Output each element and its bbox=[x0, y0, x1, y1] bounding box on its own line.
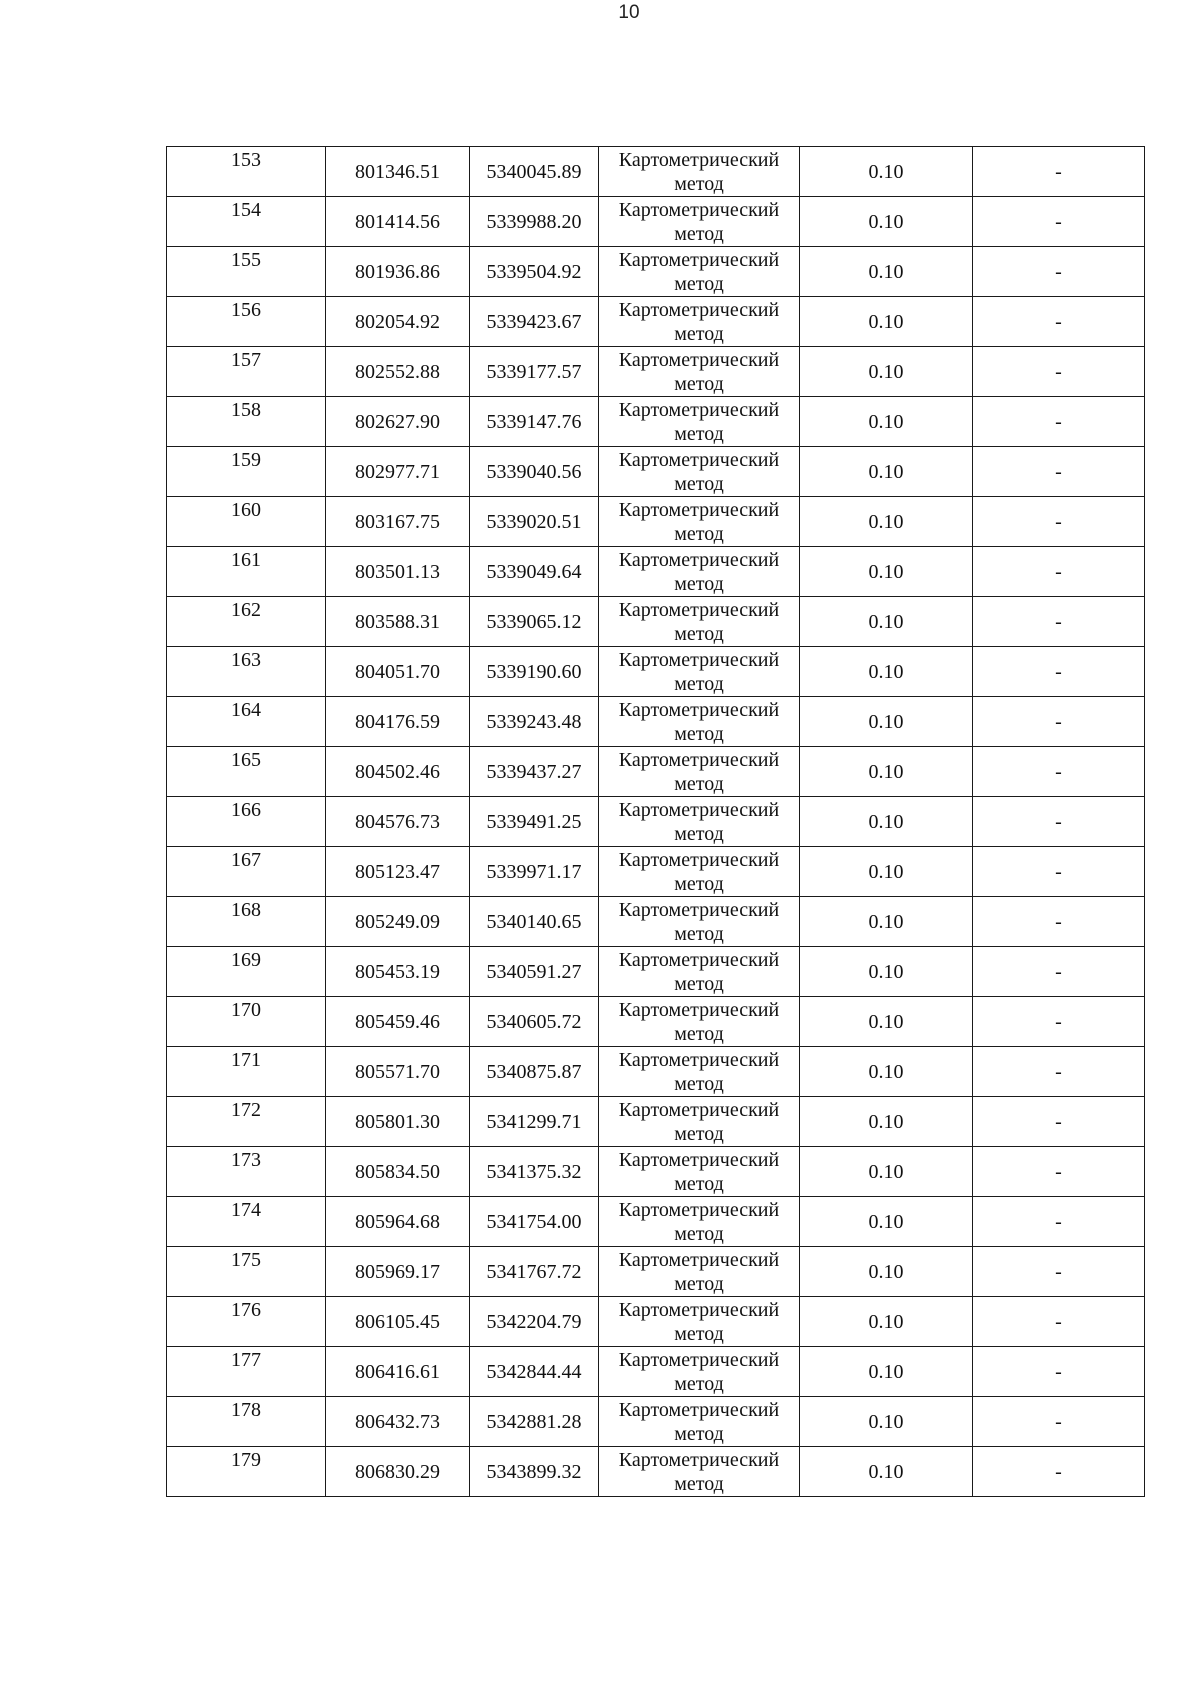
table-row bbox=[167, 497, 1145, 547]
note-cell: - bbox=[973, 247, 1145, 297]
method-line-2: метод bbox=[674, 1423, 724, 1445]
method-cell bbox=[599, 1247, 800, 1297]
table-row bbox=[167, 1297, 1145, 1347]
y-coordinate-cell: 5339988.20 bbox=[470, 197, 599, 247]
point-number-cell: 173 bbox=[167, 1147, 326, 1197]
method-line-1: Картометрический bbox=[618, 649, 780, 671]
point-number-cell: 161 bbox=[167, 547, 326, 597]
x-coordinate-cell: 802627.90 bbox=[326, 397, 470, 447]
x-coordinate-cell: 805964.68 bbox=[326, 1197, 470, 1247]
note-cell: - bbox=[973, 397, 1145, 447]
note-cell: - bbox=[973, 1197, 1145, 1247]
x-coordinate-cell: 803588.31 bbox=[326, 597, 470, 647]
point-number-cell: 160 bbox=[167, 497, 326, 547]
method-cell bbox=[599, 597, 800, 647]
method-line-1: Картометрический bbox=[618, 599, 780, 621]
note-cell: - bbox=[973, 897, 1145, 947]
method-line-2: метод bbox=[674, 1073, 724, 1095]
method-cell bbox=[599, 1347, 800, 1397]
method-line-1: Картометрический bbox=[618, 749, 780, 771]
note-cell: - bbox=[973, 847, 1145, 897]
accuracy-cell: 0.10 bbox=[800, 1197, 973, 1247]
x-coordinate-cell: 804576.73 bbox=[326, 797, 470, 847]
method-line-1: Картометрический bbox=[618, 999, 780, 1021]
method-line-1: Картометрический bbox=[618, 699, 780, 721]
method-line-2: метод bbox=[674, 1123, 724, 1145]
note-cell: - bbox=[973, 747, 1145, 797]
method-line-1: Картометрический bbox=[618, 1349, 780, 1371]
note-cell: - bbox=[973, 447, 1145, 497]
note-cell: - bbox=[973, 1247, 1145, 1297]
x-coordinate-cell: 801936.86 bbox=[326, 247, 470, 297]
method-cell bbox=[599, 547, 800, 597]
point-number-cell: 176 bbox=[167, 1297, 326, 1347]
point-number-cell: 170 bbox=[167, 997, 326, 1047]
note-cell: - bbox=[973, 947, 1145, 997]
method-line-2: метод bbox=[674, 1023, 724, 1045]
point-number-cell: 168 bbox=[167, 897, 326, 947]
accuracy-cell: 0.10 bbox=[800, 397, 973, 447]
method-line-2: метод bbox=[674, 1373, 724, 1395]
x-coordinate-cell: 805571.70 bbox=[326, 1047, 470, 1097]
point-number-cell: 159 bbox=[167, 447, 326, 497]
x-coordinate-cell: 805969.17 bbox=[326, 1247, 470, 1297]
table-row bbox=[167, 1447, 1145, 1497]
table-body bbox=[167, 147, 1145, 1497]
note-cell: - bbox=[973, 297, 1145, 347]
y-coordinate-cell: 5343899.32 bbox=[470, 1447, 599, 1497]
table-row bbox=[167, 697, 1145, 747]
method-line-2: метод bbox=[674, 1473, 724, 1495]
y-coordinate-cell: 5342844.44 bbox=[470, 1347, 599, 1397]
method-line-2: метод bbox=[674, 973, 724, 995]
method-cell bbox=[599, 197, 800, 247]
note-cell: - bbox=[973, 547, 1145, 597]
accuracy-cell: 0.10 bbox=[800, 597, 973, 647]
accuracy-cell: 0.10 bbox=[800, 1147, 973, 1197]
method-line-2: метод bbox=[674, 373, 724, 395]
x-coordinate-cell: 804051.70 bbox=[326, 647, 470, 697]
x-coordinate-cell: 802054.92 bbox=[326, 297, 470, 347]
y-coordinate-cell: 5340140.65 bbox=[470, 897, 599, 947]
y-coordinate-cell: 5340605.72 bbox=[470, 997, 599, 1047]
method-line-2: метод bbox=[674, 723, 724, 745]
method-line-2: метод bbox=[674, 473, 724, 495]
note-cell: - bbox=[973, 647, 1145, 697]
table-row bbox=[167, 997, 1145, 1047]
x-coordinate-cell: 805123.47 bbox=[326, 847, 470, 897]
point-number-cell: 164 bbox=[167, 697, 326, 747]
method-line-1: Картометрический bbox=[618, 299, 780, 321]
method-line-2: метод bbox=[674, 623, 724, 645]
point-number-cell: 162 bbox=[167, 597, 326, 647]
note-cell: - bbox=[973, 797, 1145, 847]
y-coordinate-cell: 5339040.56 bbox=[470, 447, 599, 497]
table-row bbox=[167, 397, 1145, 447]
x-coordinate-cell: 806416.61 bbox=[326, 1347, 470, 1397]
method-cell bbox=[599, 147, 800, 197]
table-row bbox=[167, 1097, 1145, 1147]
y-coordinate-cell: 5339190.60 bbox=[470, 647, 599, 697]
point-number-cell: 171 bbox=[167, 1047, 326, 1097]
table-row bbox=[167, 447, 1145, 497]
point-number-cell: 157 bbox=[167, 347, 326, 397]
method-cell bbox=[599, 347, 800, 397]
y-coordinate-cell: 5339020.51 bbox=[470, 497, 599, 547]
method-cell bbox=[599, 1147, 800, 1197]
method-cell bbox=[599, 1197, 800, 1247]
method-cell bbox=[599, 1047, 800, 1097]
accuracy-cell: 0.10 bbox=[800, 1297, 973, 1347]
method-line-2: метод bbox=[674, 1223, 724, 1245]
y-coordinate-cell: 5339504.92 bbox=[470, 247, 599, 297]
y-coordinate-cell: 5341767.72 bbox=[470, 1247, 599, 1297]
method-line-1: Картометрический bbox=[618, 199, 780, 221]
table-row bbox=[167, 797, 1145, 847]
note-cell: - bbox=[973, 1097, 1145, 1147]
method-cell bbox=[599, 997, 800, 1047]
y-coordinate-cell: 5339147.76 bbox=[470, 397, 599, 447]
method-cell bbox=[599, 1447, 800, 1497]
note-cell: - bbox=[973, 597, 1145, 647]
method-cell bbox=[599, 447, 800, 497]
table-row bbox=[167, 647, 1145, 697]
method-line-1: Картометрический bbox=[618, 799, 780, 821]
table-row bbox=[167, 1147, 1145, 1197]
y-coordinate-cell: 5341754.00 bbox=[470, 1197, 599, 1247]
x-coordinate-cell: 805453.19 bbox=[326, 947, 470, 997]
table-row bbox=[167, 197, 1145, 247]
note-cell: - bbox=[973, 497, 1145, 547]
accuracy-cell: 0.10 bbox=[800, 947, 973, 997]
method-cell bbox=[599, 397, 800, 447]
y-coordinate-cell: 5340045.89 bbox=[470, 147, 599, 197]
x-coordinate-cell: 803167.75 bbox=[326, 497, 470, 547]
accuracy-cell: 0.10 bbox=[800, 347, 973, 397]
method-line-2: метод bbox=[674, 873, 724, 895]
y-coordinate-cell: 5339423.67 bbox=[470, 297, 599, 347]
note-cell: - bbox=[973, 697, 1145, 747]
method-line-1: Картометрический bbox=[618, 949, 780, 971]
accuracy-cell: 0.10 bbox=[800, 747, 973, 797]
method-cell bbox=[599, 647, 800, 697]
y-coordinate-cell: 5340591.27 bbox=[470, 947, 599, 997]
table-row bbox=[167, 1047, 1145, 1097]
note-cell: - bbox=[973, 1147, 1145, 1197]
method-line-1: Картометрический bbox=[618, 1049, 780, 1071]
point-number-cell: 153 bbox=[167, 147, 326, 197]
y-coordinate-cell: 5339177.57 bbox=[470, 347, 599, 397]
accuracy-cell: 0.10 bbox=[800, 497, 973, 547]
method-line-2: метод bbox=[674, 1273, 724, 1295]
method-line-1: Картометрический bbox=[618, 1149, 780, 1171]
method-line-2: метод bbox=[674, 423, 724, 445]
accuracy-cell: 0.10 bbox=[800, 1347, 973, 1397]
point-number-cell: 156 bbox=[167, 297, 326, 347]
accuracy-cell: 0.10 bbox=[800, 897, 973, 947]
method-line-2: метод bbox=[674, 1173, 724, 1195]
method-cell bbox=[599, 1097, 800, 1147]
accuracy-cell: 0.10 bbox=[800, 197, 973, 247]
accuracy-cell: 0.10 bbox=[800, 1447, 973, 1497]
method-cell bbox=[599, 247, 800, 297]
table-row bbox=[167, 1247, 1145, 1297]
method-line-1: Картометрический bbox=[618, 499, 780, 521]
method-line-2: метод bbox=[674, 223, 724, 245]
method-cell bbox=[599, 797, 800, 847]
y-coordinate-cell: 5341299.71 bbox=[470, 1097, 599, 1147]
accuracy-cell: 0.10 bbox=[800, 547, 973, 597]
coordinates-table bbox=[166, 146, 1145, 1497]
table-row bbox=[167, 247, 1145, 297]
method-line-2: метод bbox=[674, 173, 724, 195]
point-number-cell: 172 bbox=[167, 1097, 326, 1147]
y-coordinate-cell: 5339437.27 bbox=[470, 747, 599, 797]
method-line-1: Картометрический bbox=[618, 1449, 780, 1471]
table-row bbox=[167, 1397, 1145, 1447]
accuracy-cell: 0.10 bbox=[800, 997, 973, 1047]
table-row bbox=[167, 947, 1145, 997]
method-line-1: Картометрический bbox=[618, 1099, 780, 1121]
method-cell bbox=[599, 297, 800, 347]
method-line-1: Картометрический bbox=[618, 1249, 780, 1271]
accuracy-cell: 0.10 bbox=[800, 797, 973, 847]
accuracy-cell: 0.10 bbox=[800, 1247, 973, 1297]
note-cell: - bbox=[973, 147, 1145, 197]
method-line-1: Картометрический bbox=[618, 549, 780, 571]
method-line-1: Картометрический bbox=[618, 249, 780, 271]
method-line-1: Картометрический bbox=[618, 1299, 780, 1321]
method-cell bbox=[599, 847, 800, 897]
note-cell: - bbox=[973, 347, 1145, 397]
method-line-2: метод bbox=[674, 573, 724, 595]
method-line-2: метод bbox=[674, 823, 724, 845]
y-coordinate-cell: 5340875.87 bbox=[470, 1047, 599, 1097]
x-coordinate-cell: 801414.56 bbox=[326, 197, 470, 247]
table-row bbox=[167, 897, 1145, 947]
point-number-cell: 158 bbox=[167, 397, 326, 447]
accuracy-cell: 0.10 bbox=[800, 847, 973, 897]
table-row bbox=[167, 147, 1145, 197]
method-cell bbox=[599, 1397, 800, 1447]
table-row bbox=[167, 547, 1145, 597]
y-coordinate-cell: 5339971.17 bbox=[470, 847, 599, 897]
point-number-cell: 179 bbox=[167, 1447, 326, 1497]
method-line-1: Картометрический bbox=[618, 1199, 780, 1221]
point-number-cell: 174 bbox=[167, 1197, 326, 1247]
note-cell: - bbox=[973, 1447, 1145, 1497]
method-line-1: Картометрический bbox=[618, 399, 780, 421]
method-line-1: Картометрический bbox=[618, 849, 780, 871]
method-line-2: метод bbox=[674, 1323, 724, 1345]
y-coordinate-cell: 5339049.64 bbox=[470, 547, 599, 597]
method-line-1: Картометрический bbox=[618, 449, 780, 471]
method-cell bbox=[599, 697, 800, 747]
point-number-cell: 177 bbox=[167, 1347, 326, 1397]
method-line-1: Картометрический bbox=[618, 1399, 780, 1421]
accuracy-cell: 0.10 bbox=[800, 1397, 973, 1447]
note-cell: - bbox=[973, 997, 1145, 1047]
method-cell bbox=[599, 497, 800, 547]
accuracy-cell: 0.10 bbox=[800, 247, 973, 297]
method-cell bbox=[599, 897, 800, 947]
y-coordinate-cell: 5339491.25 bbox=[470, 797, 599, 847]
y-coordinate-cell: 5342881.28 bbox=[470, 1397, 599, 1447]
x-coordinate-cell: 805459.46 bbox=[326, 997, 470, 1047]
point-number-cell: 169 bbox=[167, 947, 326, 997]
table-row bbox=[167, 747, 1145, 797]
x-coordinate-cell: 804502.46 bbox=[326, 747, 470, 797]
y-coordinate-cell: 5341375.32 bbox=[470, 1147, 599, 1197]
y-coordinate-cell: 5339243.48 bbox=[470, 697, 599, 747]
table-row bbox=[167, 347, 1145, 397]
accuracy-cell: 0.10 bbox=[800, 697, 973, 747]
table-row bbox=[167, 597, 1145, 647]
table-row bbox=[167, 847, 1145, 897]
accuracy-cell: 0.10 bbox=[800, 1097, 973, 1147]
x-coordinate-cell: 803501.13 bbox=[326, 547, 470, 597]
x-coordinate-cell: 806432.73 bbox=[326, 1397, 470, 1447]
y-coordinate-cell: 5339065.12 bbox=[470, 597, 599, 647]
x-coordinate-cell: 805249.09 bbox=[326, 897, 470, 947]
table-row bbox=[167, 297, 1145, 347]
point-number-cell: 163 bbox=[167, 647, 326, 697]
point-number-cell: 154 bbox=[167, 197, 326, 247]
x-coordinate-cell: 804176.59 bbox=[326, 697, 470, 747]
method-line-1: Картометрический bbox=[618, 149, 780, 171]
x-coordinate-cell: 806105.45 bbox=[326, 1297, 470, 1347]
x-coordinate-cell: 802552.88 bbox=[326, 347, 470, 397]
method-line-2: метод bbox=[674, 323, 724, 345]
note-cell: - bbox=[973, 1047, 1145, 1097]
point-number-cell: 178 bbox=[167, 1397, 326, 1447]
method-line-1: Картометрический bbox=[618, 349, 780, 371]
point-number-cell: 175 bbox=[167, 1247, 326, 1297]
note-cell: - bbox=[973, 197, 1145, 247]
method-line-2: метод bbox=[674, 923, 724, 945]
x-coordinate-cell: 802977.71 bbox=[326, 447, 470, 497]
note-cell: - bbox=[973, 1347, 1145, 1397]
method-line-2: метод bbox=[674, 523, 724, 545]
x-coordinate-cell: 805834.50 bbox=[326, 1147, 470, 1197]
method-cell bbox=[599, 947, 800, 997]
method-line-2: метод bbox=[674, 673, 724, 695]
method-line-1: Картометрический bbox=[618, 899, 780, 921]
point-number-cell: 167 bbox=[167, 847, 326, 897]
x-coordinate-cell: 805801.30 bbox=[326, 1097, 470, 1147]
table-row bbox=[167, 1347, 1145, 1397]
y-coordinate-cell: 5342204.79 bbox=[470, 1297, 599, 1347]
page-number: 10 bbox=[618, 2, 640, 23]
method-line-2: метод bbox=[674, 273, 724, 295]
x-coordinate-cell: 806830.29 bbox=[326, 1447, 470, 1497]
note-cell: - bbox=[973, 1397, 1145, 1447]
point-number-cell: 155 bbox=[167, 247, 326, 297]
note-cell: - bbox=[973, 1297, 1145, 1347]
point-number-cell: 165 bbox=[167, 747, 326, 797]
accuracy-cell: 0.10 bbox=[800, 297, 973, 347]
point-number-cell: 166 bbox=[167, 797, 326, 847]
table-row bbox=[167, 1197, 1145, 1247]
method-cell bbox=[599, 747, 800, 797]
accuracy-cell: 0.10 bbox=[800, 147, 973, 197]
accuracy-cell: 0.10 bbox=[800, 1047, 973, 1097]
accuracy-cell: 0.10 bbox=[800, 647, 973, 697]
method-cell bbox=[599, 1297, 800, 1347]
x-coordinate-cell: 801346.51 bbox=[326, 147, 470, 197]
method-line-2: метод bbox=[674, 773, 724, 795]
accuracy-cell: 0.10 bbox=[800, 447, 973, 497]
